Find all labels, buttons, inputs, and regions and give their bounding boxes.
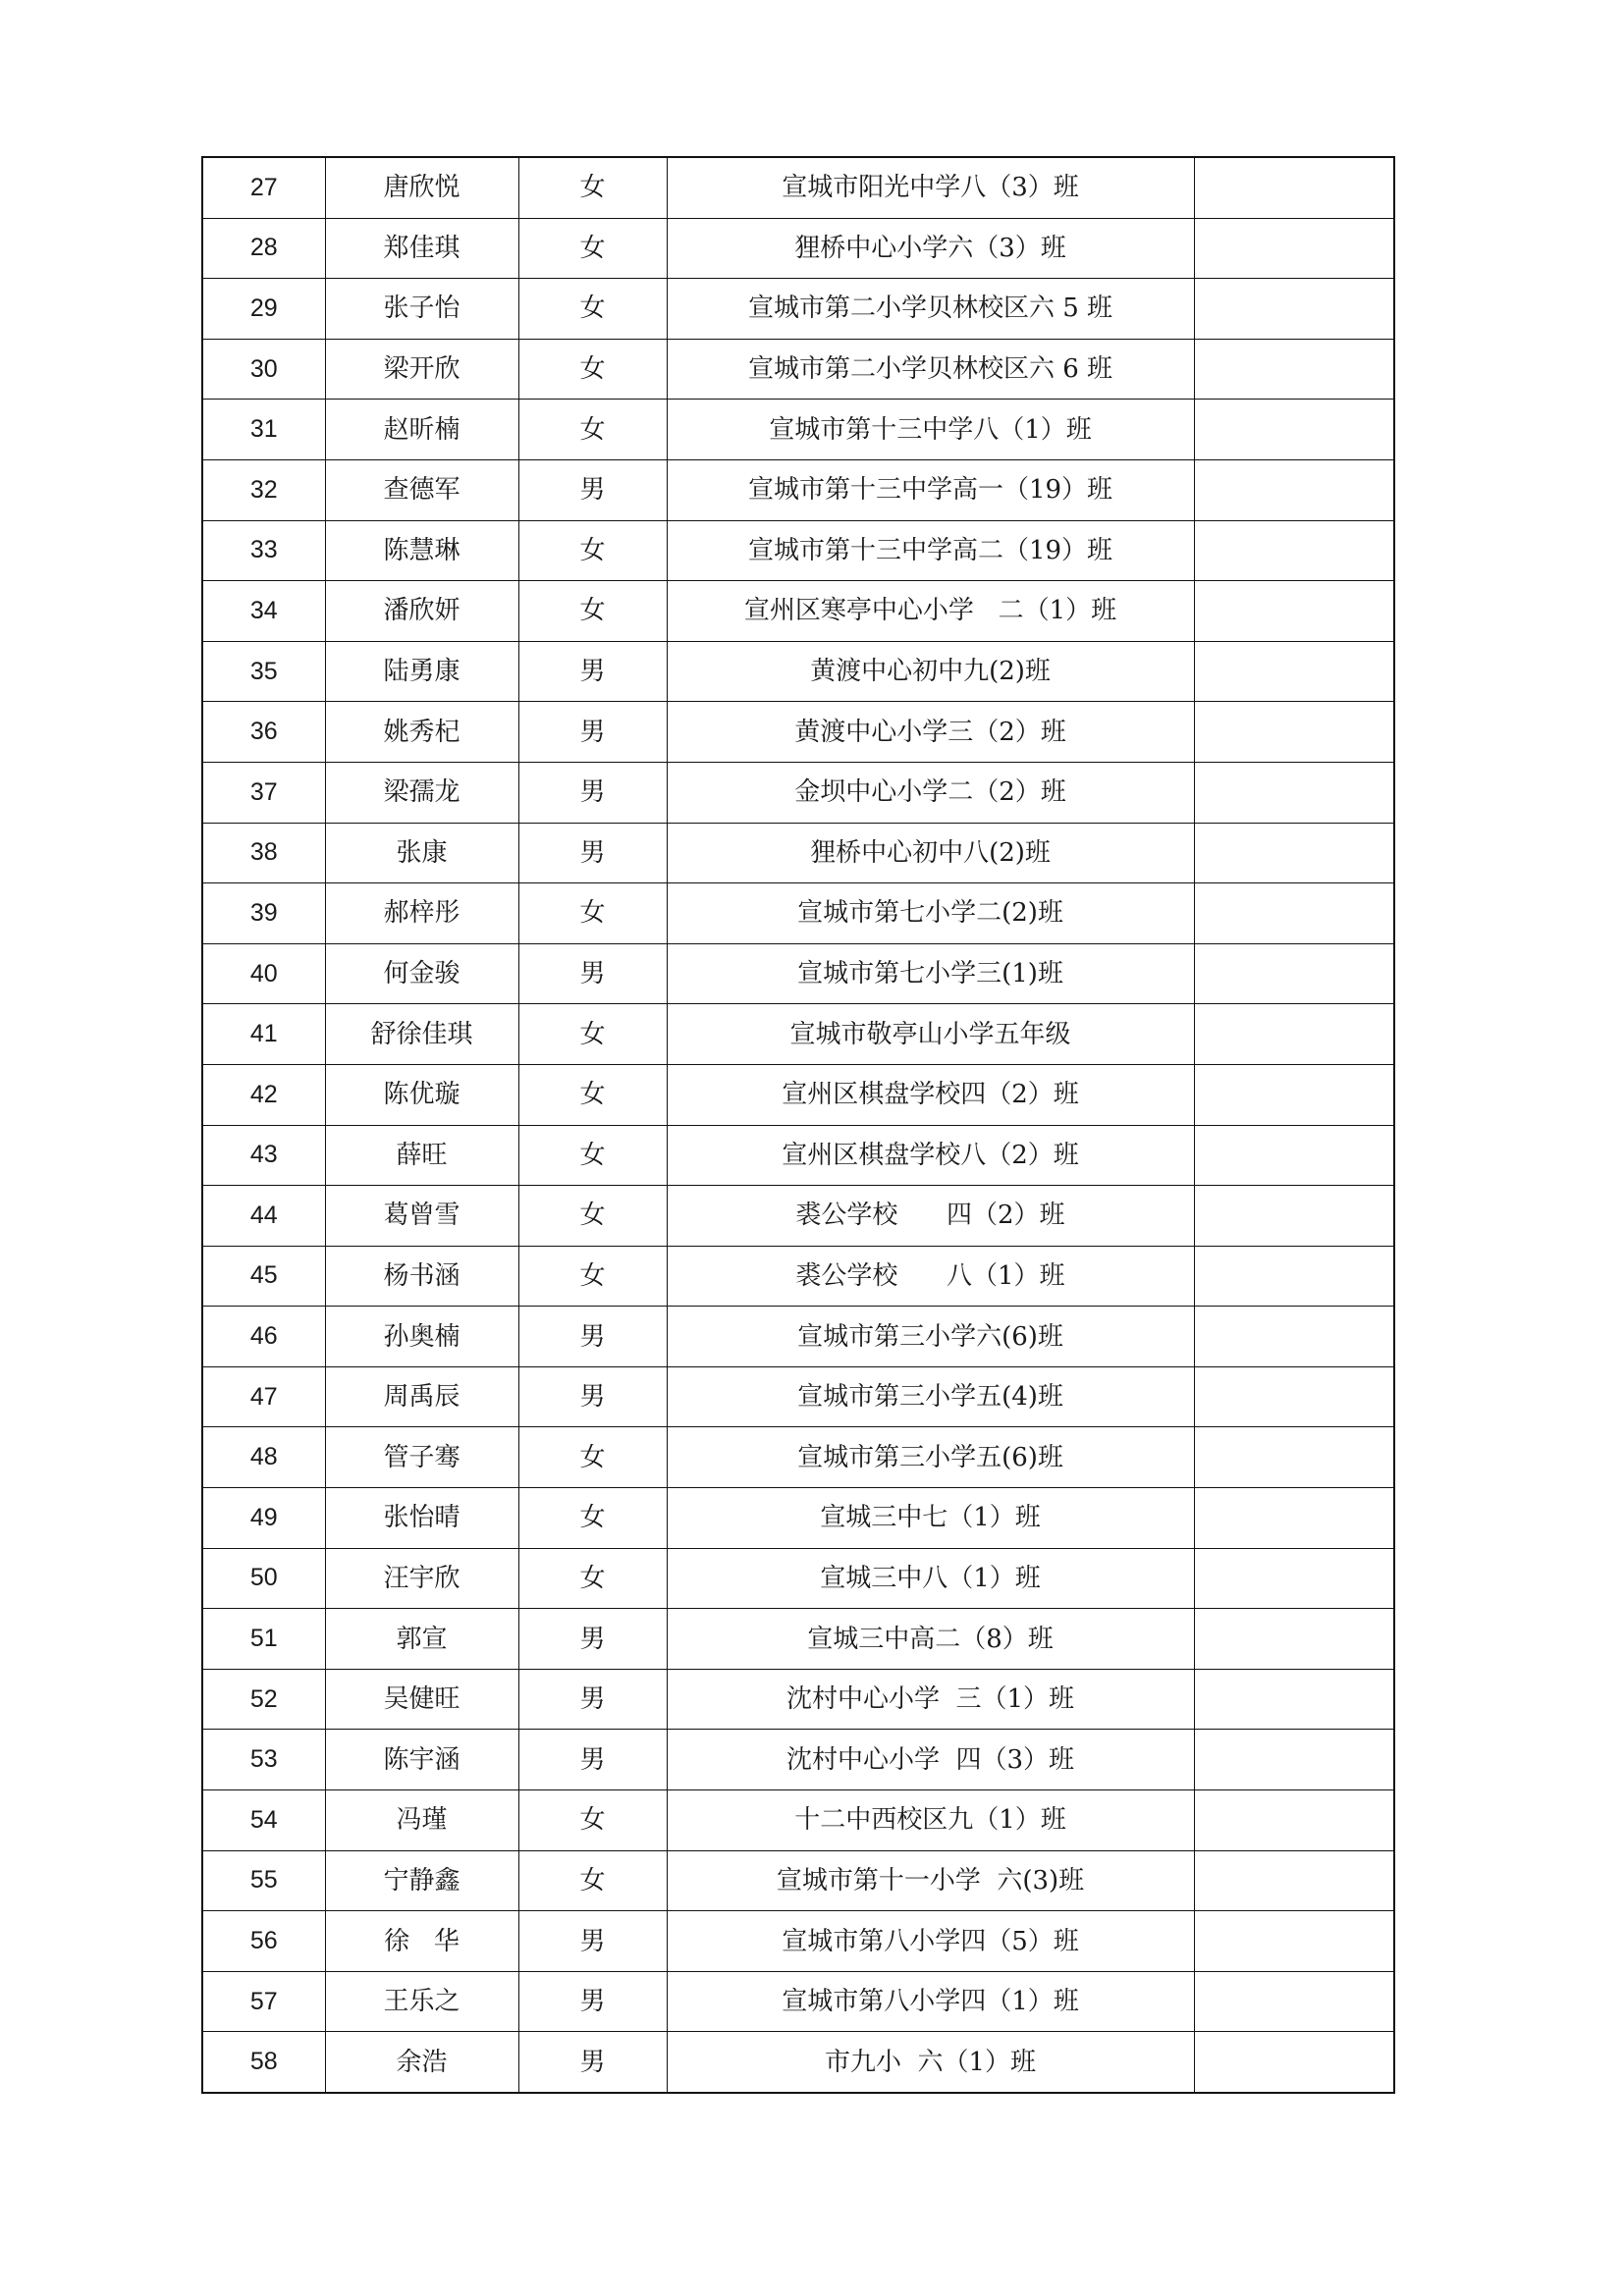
remark-cell <box>1194 339 1394 400</box>
gender-cell: 男 <box>518 1366 667 1427</box>
student-name-cell: 张怡晴 <box>325 1488 518 1549</box>
student-name-cell: 薛旺 <box>325 1125 518 1186</box>
row-number-cell: 33 <box>202 520 325 581</box>
remark-cell <box>1194 1730 1394 1790</box>
table-row <box>202 459 1394 520</box>
school-class-cell: 宣城市第八小学四（1）班 <box>667 1971 1194 2032</box>
gender-cell: 女 <box>518 1488 667 1549</box>
table-row <box>202 1427 1394 1488</box>
gender-cell: 女 <box>518 1186 667 1247</box>
student-name-cell: 梁开欣 <box>325 339 518 400</box>
remark-cell <box>1194 943 1394 1004</box>
remark-cell <box>1194 1790 1394 1851</box>
table-row <box>202 1669 1394 1730</box>
gender-cell: 男 <box>518 1911 667 1972</box>
gender-cell: 女 <box>518 157 667 218</box>
row-number-cell: 31 <box>202 400 325 460</box>
school-class-cell: 金坝中心小学二（2）班 <box>667 762 1194 823</box>
school-class-cell: 宣城市第十三中学高二（19）班 <box>667 520 1194 581</box>
school-class-cell: 宣城市敬亭山小学五年级 <box>667 1004 1194 1065</box>
row-number-cell: 44 <box>202 1186 325 1247</box>
student-name-cell: 余浩 <box>325 2032 518 2093</box>
gender-cell: 女 <box>518 520 667 581</box>
remark-cell <box>1194 1125 1394 1186</box>
student-name-cell: 宁静鑫 <box>325 1850 518 1911</box>
school-class-cell: 宣城市第十三中学八（1）班 <box>667 400 1194 460</box>
row-number-cell: 53 <box>202 1730 325 1790</box>
student-name-cell: 唐欣悦 <box>325 157 518 218</box>
school-class-cell: 宣城市第十一小学 六(3)班 <box>667 1850 1194 1911</box>
table-row <box>202 218 1394 279</box>
gender-cell: 女 <box>518 339 667 400</box>
student-name-cell: 何金骏 <box>325 943 518 1004</box>
table-row <box>202 641 1394 702</box>
gender-cell: 女 <box>518 1427 667 1488</box>
remark-cell <box>1194 520 1394 581</box>
school-class-cell: 裘公学校 八（1）班 <box>667 1246 1194 1307</box>
remark-cell <box>1194 883 1394 944</box>
gender-cell: 女 <box>518 883 667 944</box>
table-row <box>202 1609 1394 1670</box>
school-class-cell: 宣州区寒亭中心小学 二（1）班 <box>667 581 1194 642</box>
remark-cell <box>1194 1669 1394 1730</box>
gender-cell: 男 <box>518 943 667 1004</box>
remark-cell <box>1194 1548 1394 1609</box>
gender-cell: 男 <box>518 459 667 520</box>
row-number-cell: 51 <box>202 1609 325 1670</box>
school-class-cell: 沈村中心小学 三（1）班 <box>667 1669 1194 1730</box>
table-row <box>202 279 1394 340</box>
student-name-cell: 陈优璇 <box>325 1064 518 1125</box>
student-name-cell: 姚秀杞 <box>325 702 518 763</box>
school-class-cell: 宣州区棋盘学校八（2）班 <box>667 1125 1194 1186</box>
remark-cell <box>1194 1366 1394 1427</box>
remark-cell <box>1194 581 1394 642</box>
table-row <box>202 1125 1394 1186</box>
row-number-cell: 45 <box>202 1246 325 1307</box>
gender-cell: 女 <box>518 400 667 460</box>
remark-cell <box>1194 459 1394 520</box>
school-class-cell: 黄渡中心小学三（2）班 <box>667 702 1194 763</box>
table-body <box>202 157 1394 2093</box>
gender-cell: 男 <box>518 702 667 763</box>
row-number-cell: 50 <box>202 1548 325 1609</box>
school-class-cell: 宣城市第三小学五(6)班 <box>667 1427 1194 1488</box>
table-row <box>202 1548 1394 1609</box>
gender-cell: 男 <box>518 762 667 823</box>
school-class-cell: 宣城市第十三中学高一（19）班 <box>667 459 1194 520</box>
row-number-cell: 55 <box>202 1850 325 1911</box>
student-name-cell: 管子骞 <box>325 1427 518 1488</box>
table-row <box>202 157 1394 218</box>
student-name-cell: 徐 华 <box>325 1911 518 1972</box>
table-row <box>202 1186 1394 1247</box>
table-row <box>202 702 1394 763</box>
gender-cell: 女 <box>518 1548 667 1609</box>
row-number-cell: 38 <box>202 823 325 883</box>
row-number-cell: 52 <box>202 1669 325 1730</box>
gender-cell: 女 <box>518 1064 667 1125</box>
student-name-cell: 陈宇涵 <box>325 1730 518 1790</box>
remark-cell <box>1194 279 1394 340</box>
student-name-cell: 孙奥楠 <box>325 1307 518 1367</box>
school-class-cell: 沈村中心小学 四（3）班 <box>667 1730 1194 1790</box>
gender-cell: 女 <box>518 581 667 642</box>
remark-cell <box>1194 1850 1394 1911</box>
row-number-cell: 32 <box>202 459 325 520</box>
remark-cell <box>1194 1186 1394 1247</box>
table-row <box>202 1366 1394 1427</box>
gender-cell: 女 <box>518 279 667 340</box>
gender-cell: 男 <box>518 1609 667 1670</box>
gender-cell: 男 <box>518 1971 667 2032</box>
row-number-cell: 54 <box>202 1790 325 1851</box>
row-number-cell: 48 <box>202 1427 325 1488</box>
gender-cell: 男 <box>518 1669 667 1730</box>
student-name-cell: 查德军 <box>325 459 518 520</box>
student-name-cell: 王乐之 <box>325 1971 518 2032</box>
row-number-cell: 37 <box>202 762 325 823</box>
student-name-cell: 陈慧琳 <box>325 520 518 581</box>
row-number-cell: 56 <box>202 1911 325 1972</box>
table-row <box>202 943 1394 1004</box>
school-class-cell: 宣州区棋盘学校四（2）班 <box>667 1064 1194 1125</box>
student-name-cell: 梁孺龙 <box>325 762 518 823</box>
student-list-table <box>201 156 1395 2094</box>
table-row <box>202 1730 1394 1790</box>
row-number-cell: 49 <box>202 1488 325 1549</box>
table-row <box>202 520 1394 581</box>
remark-cell <box>1194 1307 1394 1367</box>
table-row <box>202 1488 1394 1549</box>
row-number-cell: 57 <box>202 1971 325 2032</box>
school-class-cell: 宣城市第三小学五(4)班 <box>667 1366 1194 1427</box>
student-name-cell: 冯瑾 <box>325 1790 518 1851</box>
table-row <box>202 400 1394 460</box>
row-number-cell: 39 <box>202 883 325 944</box>
remark-cell <box>1194 1911 1394 1972</box>
table-row <box>202 1064 1394 1125</box>
table-row <box>202 1911 1394 1972</box>
student-name-cell: 潘欣妍 <box>325 581 518 642</box>
gender-cell: 女 <box>518 1850 667 1911</box>
school-class-cell: 宣城三中七（1）班 <box>667 1488 1194 1549</box>
school-class-cell: 宣城市第七小学二(2)班 <box>667 883 1194 944</box>
student-name-cell: 陆勇康 <box>325 641 518 702</box>
student-name-cell: 赵昕楠 <box>325 400 518 460</box>
remark-cell <box>1194 1488 1394 1549</box>
remark-cell <box>1194 1427 1394 1488</box>
table-row <box>202 2032 1394 2093</box>
table-row <box>202 883 1394 944</box>
gender-cell: 女 <box>518 218 667 279</box>
gender-cell: 男 <box>518 1730 667 1790</box>
row-number-cell: 34 <box>202 581 325 642</box>
student-name-cell: 吴健旺 <box>325 1669 518 1730</box>
table-row <box>202 581 1394 642</box>
row-number-cell: 40 <box>202 943 325 1004</box>
gender-cell: 男 <box>518 2032 667 2093</box>
student-name-cell: 杨书涵 <box>325 1246 518 1307</box>
remark-cell <box>1194 823 1394 883</box>
row-number-cell: 27 <box>202 157 325 218</box>
row-number-cell: 36 <box>202 702 325 763</box>
remark-cell <box>1194 1246 1394 1307</box>
remark-cell <box>1194 2032 1394 2093</box>
gender-cell: 女 <box>518 1790 667 1851</box>
row-number-cell: 29 <box>202 279 325 340</box>
row-number-cell: 58 <box>202 2032 325 2093</box>
gender-cell: 女 <box>518 1004 667 1065</box>
student-name-cell: 郑佳琪 <box>325 218 518 279</box>
remark-cell <box>1194 218 1394 279</box>
table-row <box>202 1004 1394 1065</box>
row-number-cell: 41 <box>202 1004 325 1065</box>
remark-cell <box>1194 762 1394 823</box>
gender-cell: 男 <box>518 641 667 702</box>
school-class-cell: 宣城三中高二（8）班 <box>667 1609 1194 1670</box>
school-class-cell: 狸桥中心初中八(2)班 <box>667 823 1194 883</box>
school-class-cell: 宣城市第二小学贝林校区六 6 班 <box>667 339 1194 400</box>
school-class-cell: 狸桥中心小学六（3）班 <box>667 218 1194 279</box>
gender-cell: 男 <box>518 823 667 883</box>
school-class-cell: 宣城市第二小学贝林校区六 5 班 <box>667 279 1194 340</box>
gender-cell: 男 <box>518 1307 667 1367</box>
remark-cell <box>1194 1004 1394 1065</box>
remark-cell <box>1194 1971 1394 2032</box>
table-row <box>202 1971 1394 2032</box>
student-name-cell: 汪宇欣 <box>325 1548 518 1609</box>
student-name-cell: 张子怡 <box>325 279 518 340</box>
school-class-cell: 宣城市阳光中学八（3）班 <box>667 157 1194 218</box>
remark-cell <box>1194 1609 1394 1670</box>
row-number-cell: 46 <box>202 1307 325 1367</box>
gender-cell: 女 <box>518 1246 667 1307</box>
table-row <box>202 762 1394 823</box>
row-number-cell: 30 <box>202 339 325 400</box>
table-row <box>202 1246 1394 1307</box>
table-row <box>202 1307 1394 1367</box>
student-name-cell: 张康 <box>325 823 518 883</box>
row-number-cell: 47 <box>202 1366 325 1427</box>
table-row <box>202 339 1394 400</box>
row-number-cell: 35 <box>202 641 325 702</box>
school-class-cell: 裘公学校 四（2）班 <box>667 1186 1194 1247</box>
student-name-cell: 葛曾雪 <box>325 1186 518 1247</box>
school-class-cell: 十二中西校区九（1）班 <box>667 1790 1194 1851</box>
table-row <box>202 1790 1394 1851</box>
school-class-cell: 宣城市第三小学六(6)班 <box>667 1307 1194 1367</box>
student-name-cell: 郝梓彤 <box>325 883 518 944</box>
remark-cell <box>1194 1064 1394 1125</box>
school-class-cell: 宣城市第八小学四（5）班 <box>667 1911 1194 1972</box>
remark-cell <box>1194 157 1394 218</box>
school-class-cell: 黄渡中心初中九(2)班 <box>667 641 1194 702</box>
remark-cell <box>1194 641 1394 702</box>
row-number-cell: 43 <box>202 1125 325 1186</box>
table-row <box>202 823 1394 883</box>
school-class-cell: 宣城三中八（1）班 <box>667 1548 1194 1609</box>
student-name-cell: 郭宣 <box>325 1609 518 1670</box>
table-row <box>202 1850 1394 1911</box>
school-class-cell: 市九小 六（1）班 <box>667 2032 1194 2093</box>
student-name-cell: 周禹辰 <box>325 1366 518 1427</box>
remark-cell <box>1194 702 1394 763</box>
row-number-cell: 28 <box>202 218 325 279</box>
gender-cell: 女 <box>518 1125 667 1186</box>
school-class-cell: 宣城市第七小学三(1)班 <box>667 943 1194 1004</box>
student-name-cell: 舒徐佳琪 <box>325 1004 518 1065</box>
remark-cell <box>1194 400 1394 460</box>
row-number-cell: 42 <box>202 1064 325 1125</box>
